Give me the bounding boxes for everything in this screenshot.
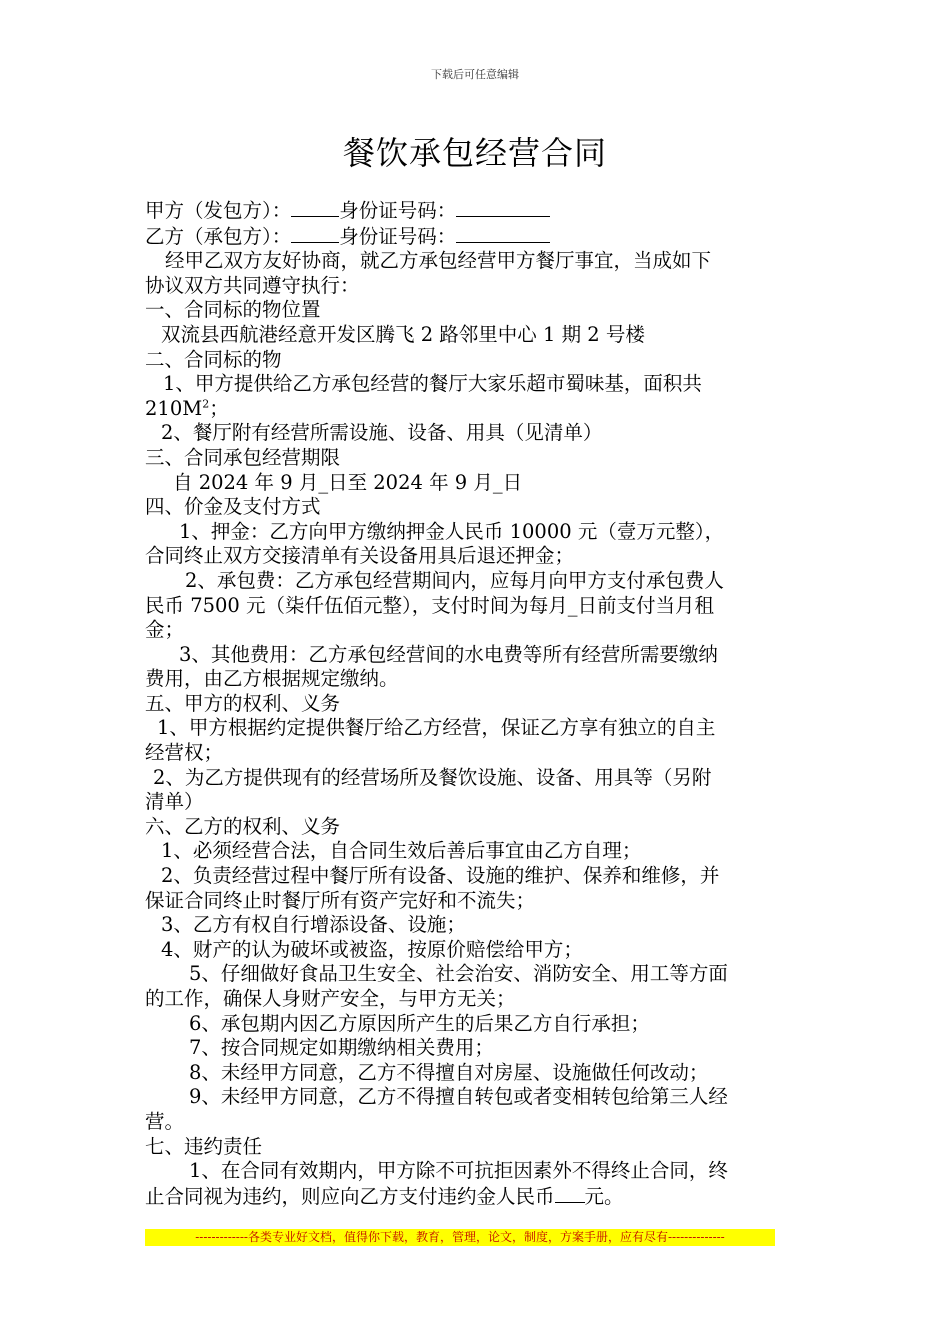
section-heading: 四、价金及支付方式 (145, 495, 321, 519)
clause-line: 1、甲方根据约定提供餐厅给乙方经营，保证乙方享有独立的自主 (157, 716, 716, 740)
clause-line: 3、乙方有权自行增添设备、设施； (161, 913, 466, 937)
section-heading: 六、乙方的权利、义务 (145, 814, 341, 838)
clause-line: 8、未经甲方同意，乙方不得擅自对房屋、设施做任何改动； (189, 1060, 709, 1084)
clause-line: 1、必须经营合法，自合同生效后善后事宜由乙方自理； (161, 839, 642, 863)
section-heading: 三、合同承包经营期限 (145, 445, 341, 469)
clause-line: 清单） (145, 790, 204, 814)
header-note: 下载后可任意编辑 (431, 68, 519, 81)
party-a-id-blank (456, 198, 550, 217)
clause-line: 金； (145, 618, 185, 642)
section-heading: 二、合同标的物 (145, 347, 282, 371)
clause-line: 3、其他费用：乙方承包经营间的水电费等所有经营所需要缴纳 (179, 642, 718, 666)
clause-line: 2、负责经营过程中餐厅所有设备、设施的维护、保养和维修，并 (161, 864, 720, 888)
penalty-amount-blank (555, 1184, 585, 1203)
clause-line: 经营权； (145, 741, 224, 765)
clause-line: 2、为乙方提供现有的经营场所及餐饮设施、设备、用具等（另附 (153, 765, 712, 789)
intro-line: 协议双方共同遵守执行： (145, 273, 360, 297)
clause-line: 2、承包费：乙方承包经营期间内，应每月向甲方支付承包费人 (185, 568, 724, 592)
clause-line: 保证合同终止时餐厅所有资产完好和不流失； (145, 888, 536, 912)
clause-line: 9、未经甲方同意，乙方不得擅自转包或者变相转包给第三人经 (189, 1085, 728, 1109)
clause-line: $210M^2$； (145, 396, 229, 420)
clause-line: 民币 7500 元（柒仟伍佰元整），支付时间为每月_日前支付当月租 (145, 593, 715, 617)
section-heading: 七、违约责任 (145, 1134, 263, 1158)
clause-line: 合同终止双方交接清单有关设备用具后退还押金； (145, 544, 575, 568)
location-text: 双流县西航港经意开发区腾飞 2 路邻里中心 1 期 2 号楼 (161, 322, 645, 346)
section-heading: 一、合同标的物位置 (145, 298, 321, 322)
party-b-id-blank (456, 224, 550, 243)
party-a-name-blank (291, 198, 339, 217)
clause-line: 7、按合同规定如期缴纳相关费用； (189, 1036, 494, 1060)
contract-body (145, 198, 807, 1209)
party-b-line: 乙方（承包方）： 身份证号码： (145, 224, 807, 250)
clause-line: 5、仔细做好食品卫生安全、社会治安、消防安全、用工等方面 (189, 962, 728, 986)
clause-line: 2、餐厅附有经营所需设施、设备、用具（见清单） (161, 421, 603, 445)
section-heading: 五、甲方的权利、义务 (145, 691, 341, 715)
clause-line: 费用，由乙方根据规定缴纳。 (145, 667, 399, 691)
party-b-name-blank (291, 224, 339, 243)
period-text: 自 2024 年 9 月_日至 2024 年 9 月_日 (173, 470, 523, 494)
clause-line: 6、承包期内因乙方原因所产生的后果乙方自行承担； (189, 1011, 650, 1035)
clause-line: 1、甲方提供给乙方承包经营的餐厅大家乐超市蜀味基，面积共 (163, 372, 702, 396)
clause-line: 1、押金：乙方向甲方缴纳押金人民币 10000 元（壹万元整）， (179, 519, 725, 543)
party-a-line: 甲方（发包方）： 身份证号码： (145, 198, 807, 224)
clause-line: 止合同视为违约，则应向乙方支付违约金人民币 元。 (145, 1184, 624, 1208)
clause-line: 的工作，确保人身财产安全，与甲方无关； (145, 987, 516, 1010)
intro-line: 经甲乙双方友好协商，就乙方承包经营甲方餐厅事宜，当成如下 (165, 249, 712, 273)
footer-banner: -------------各类专业好文档，值得你下载，教育，管理，论文，制度，方案手册，应有尽有-------------- (145, 1229, 775, 1246)
clause-line: 4、财产的认为破坏或被盗，按原价赔偿给甲方； (161, 937, 583, 961)
clause-line: 营。 (145, 1109, 185, 1133)
document-title: 餐饮承包经营合同 (342, 134, 607, 172)
clause-line: 1、在合同有效期内，甲方除不可抗拒因素外不得终止合同，终 (189, 1159, 728, 1183)
